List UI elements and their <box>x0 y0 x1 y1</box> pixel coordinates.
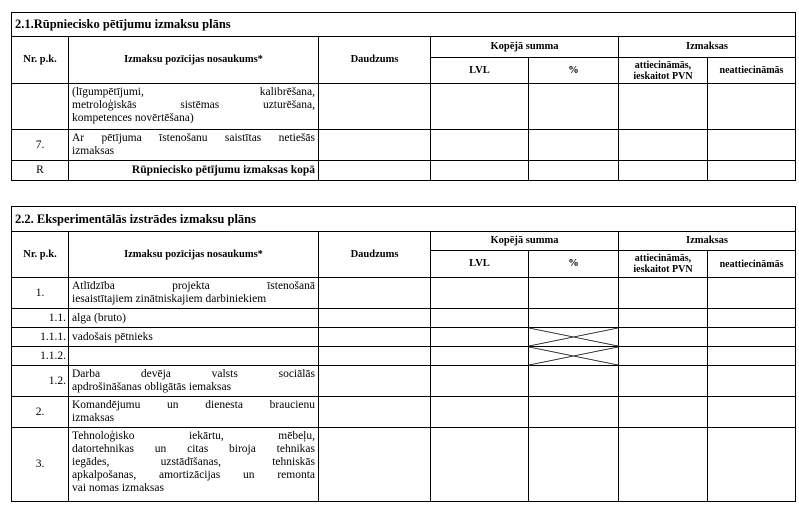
lvl-cell[interactable] <box>431 84 529 130</box>
eligible-cell[interactable] <box>619 84 708 130</box>
row-name[interactable] <box>69 347 319 366</box>
header-name: Izmaksu pozīcijas nosaukums* <box>69 37 319 84</box>
row-name <box>69 366 319 397</box>
name-line: Komandējumu un dienesta braucienu <box>72 399 315 411</box>
pct-cell[interactable] <box>529 366 619 397</box>
lvl-cell[interactable] <box>431 278 529 309</box>
name-line: apkalpošanas, amortizācijas un remonta <box>72 469 315 481</box>
pct-cell[interactable] <box>529 130 619 161</box>
qty-cell[interactable] <box>319 278 431 309</box>
pct-cell[interactable] <box>529 278 619 309</box>
row-name: Rūpniecisko pētījumu izmaksas kopā <box>69 161 319 181</box>
pct-cell-crossed <box>529 347 619 366</box>
ineligible-cell[interactable] <box>708 278 796 309</box>
header-lvl: LVL <box>431 58 529 84</box>
row-name: vadošais pētnieks <box>69 328 319 347</box>
row-nr: 1.1.2. <box>12 347 69 366</box>
eligible-cell[interactable] <box>619 161 708 181</box>
table-row <box>12 278 796 309</box>
ineligible-cell[interactable] <box>708 428 796 502</box>
table-row <box>12 428 796 502</box>
pct-cell-crossed <box>529 328 619 347</box>
lvl-cell[interactable] <box>431 366 529 397</box>
section-2-1 <box>11 12 795 181</box>
name-line: iesaistītajiem zinātniskajiem darbiniekiem <box>72 293 267 305</box>
header-lvl: LVL <box>431 251 529 278</box>
ineligible-cell[interactable] <box>708 161 796 181</box>
header-nr: Nr. p.k. <box>12 37 69 84</box>
header-total: Kopējā summa <box>431 232 619 251</box>
row-nr: R <box>12 161 69 181</box>
row-name <box>69 397 319 428</box>
ineligible-cell[interactable] <box>708 366 796 397</box>
pct-cell[interactable] <box>529 84 619 130</box>
row-nr <box>12 84 69 130</box>
qty-cell[interactable] <box>319 428 431 502</box>
table-row <box>12 347 796 366</box>
row-nr: 1. <box>12 278 69 309</box>
lvl-cell[interactable] <box>431 397 529 428</box>
header-nr: Nr. p.k. <box>12 232 69 278</box>
development-cost-table <box>11 206 796 502</box>
row-name <box>69 428 319 502</box>
section-2-2 <box>11 206 795 502</box>
section-title: 2.1.Rūpniecisko pētījumu izmaksu plāns <box>12 13 796 37</box>
row-name <box>69 84 319 130</box>
qty-cell[interactable] <box>319 130 431 161</box>
header-pct: % <box>529 58 619 84</box>
eligible-cell[interactable] <box>619 130 708 161</box>
header-qty: Daudzums <box>319 232 431 278</box>
eligible-cell[interactable] <box>619 278 708 309</box>
row-name: alga (bruto) <box>69 309 319 328</box>
qty-cell[interactable] <box>319 347 431 366</box>
header-name: Izmaksu pozīcijas nosaukums* <box>69 232 319 278</box>
header-qty: Daudzums <box>319 37 431 84</box>
name-line: Atlīdzība projekta īstenošanā <box>72 280 315 292</box>
cross-out-mark <box>529 328 618 346</box>
name-line: vai nomas izmaksas <box>72 482 164 494</box>
eligible-cell[interactable] <box>619 428 708 502</box>
row-nr: 1.2. <box>12 366 69 397</box>
name-line: Ar pētījuma īstenošanu saistītas netiešās <box>72 132 315 144</box>
header-total: Kopējā summa <box>431 37 619 58</box>
name-line: datortehnikas un citas biroja tehnikas <box>72 443 315 455</box>
row-nr: 7. <box>12 130 69 161</box>
name-line: apdrošināšanas obligātās iemaksas <box>72 381 232 393</box>
header-pct: % <box>529 251 619 278</box>
pct-cell[interactable] <box>529 397 619 428</box>
cross-out-mark <box>529 347 618 365</box>
name-line: Darba devēja valsts sociālās <box>72 368 315 380</box>
header-costs: Izmaksas <box>619 37 796 58</box>
name-line: izmaksas <box>72 145 115 157</box>
lvl-cell[interactable] <box>431 328 529 347</box>
header-costs: Izmaksas <box>619 232 796 251</box>
row-nr: 1.1.1. <box>12 328 69 347</box>
row-nr: 2. <box>12 397 69 428</box>
ineligible-cell[interactable] <box>708 130 796 161</box>
research-cost-table <box>11 12 796 181</box>
pct-cell[interactable] <box>529 309 619 328</box>
table-row <box>12 84 796 130</box>
qty-cell[interactable] <box>319 309 431 328</box>
section-title: 2.2. Eksperimentālās izstrādes izmaksu plāns <box>12 207 796 232</box>
ineligible-cell[interactable] <box>708 328 796 347</box>
row-nr: 3. <box>12 428 69 502</box>
header-ineligible: neattiecināmās <box>708 251 796 278</box>
lvl-cell[interactable] <box>431 309 529 328</box>
header-eligible: attiecināmās, ieskaitot PVN <box>619 58 708 84</box>
row-nr: 1.1. <box>12 309 69 328</box>
qty-cell[interactable] <box>319 397 431 428</box>
qty-cell[interactable] <box>319 366 431 397</box>
eligible-cell[interactable] <box>619 366 708 397</box>
eligible-cell[interactable] <box>619 328 708 347</box>
lvl-cell[interactable] <box>431 347 529 366</box>
lvl-cell[interactable] <box>431 428 529 502</box>
row-name <box>69 278 319 309</box>
lvl-cell[interactable] <box>431 161 529 181</box>
ineligible-cell[interactable] <box>708 84 796 130</box>
pct-cell[interactable] <box>529 428 619 502</box>
name-line: Tehnoloģisko iekārtu, mēbeļu, <box>72 430 315 442</box>
name-line: izmaksas <box>72 412 115 424</box>
qty-cell[interactable] <box>319 161 431 181</box>
table-row-total <box>12 161 796 181</box>
name-line: (līgumpētījumi, kalibrēšana, <box>72 86 315 98</box>
qty-cell[interactable] <box>319 328 431 347</box>
ineligible-cell[interactable] <box>708 397 796 428</box>
header-ineligible: neattiecināmās <box>708 58 796 84</box>
ineligible-cell[interactable] <box>708 309 796 328</box>
table-row <box>12 130 796 161</box>
row-name <box>69 130 319 161</box>
eligible-cell[interactable] <box>619 309 708 328</box>
eligible-cell[interactable] <box>619 347 708 366</box>
table-row <box>12 328 796 347</box>
table-row <box>12 309 796 328</box>
lvl-cell[interactable] <box>431 130 529 161</box>
name-line: metroloģiskās sistēmas uzturēšana, <box>72 99 315 111</box>
name-line: kompetences novērtēšana) <box>72 112 194 124</box>
name-line: iegādes, uzstādīšanas, tehniskās <box>72 456 315 468</box>
ineligible-cell[interactable] <box>708 347 796 366</box>
qty-cell[interactable] <box>319 84 431 130</box>
table-row <box>12 366 796 397</box>
table-row <box>12 397 796 428</box>
eligible-cell[interactable] <box>619 397 708 428</box>
pct-cell[interactable] <box>529 161 619 181</box>
header-eligible: attiecināmās, ieskaitot PVN <box>619 251 708 278</box>
